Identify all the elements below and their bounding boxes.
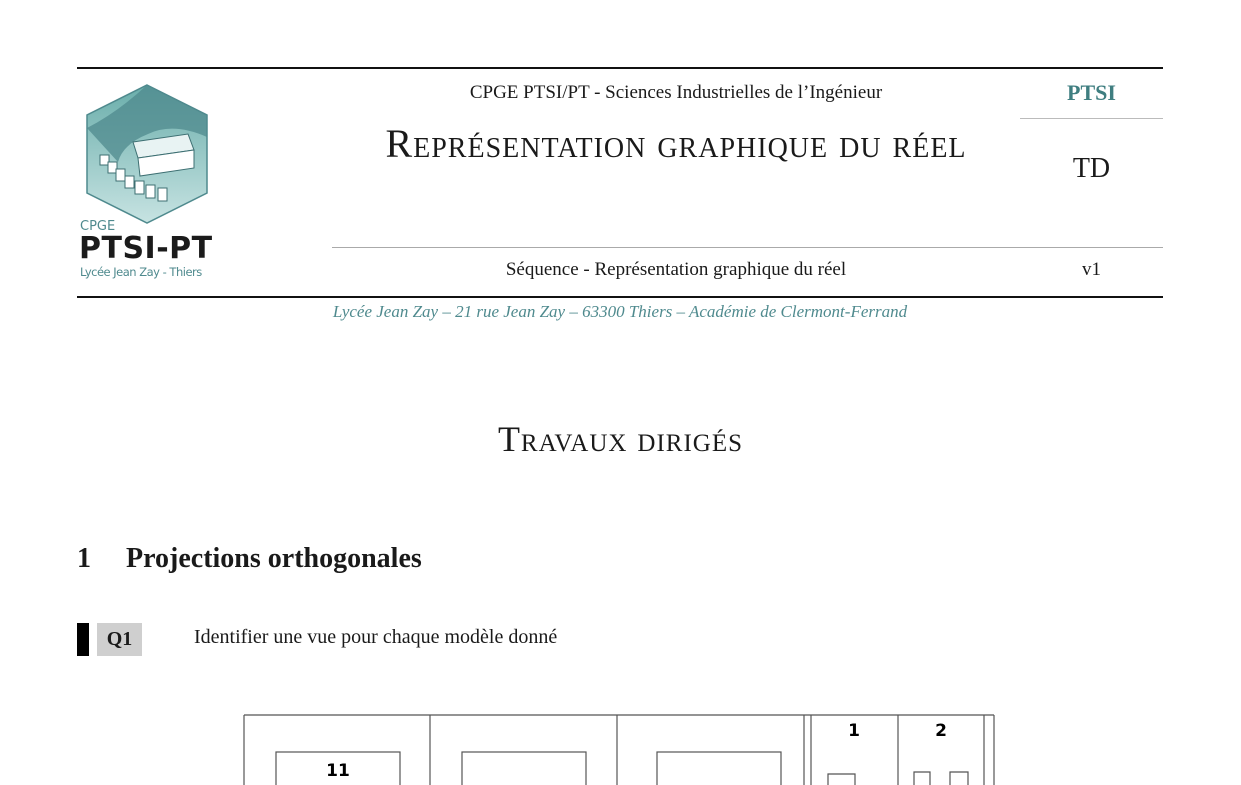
question-marker: [77, 623, 89, 656]
section-number: 1: [77, 543, 91, 574]
section-title: Projections orthogonales: [126, 543, 422, 574]
logo-school-text: Lycée Jean Zay - Thiers: [80, 265, 202, 279]
document-title: Travaux dirigés: [497, 419, 744, 459]
figure-label-1: 1: [848, 721, 860, 741]
header-top-rule: [77, 67, 1163, 69]
figure-label-2: 2: [935, 721, 947, 741]
logo-name-text: PTSI-PT: [79, 231, 213, 266]
doc-type-badge: TD: [1072, 153, 1111, 184]
logo-cpge-text: CPGE: [80, 219, 116, 234]
school-address: Lycée Jean Zay – 21 rue Jean Zay – 63300 Thiers – Académie de Clermont-Ferrand: [332, 302, 908, 321]
section-heading: [77, 543, 422, 575]
projection-figure: [238, 714, 998, 785]
header-bottom-rule: [77, 296, 1163, 298]
page-title: Représentation graphique du réel: [385, 121, 967, 166]
header-middle-rule: [332, 247, 1163, 248]
question-text: Identifier une vue pour chaque modèle donné: [194, 626, 558, 648]
version-label: v1: [1082, 259, 1101, 280]
badge-divider: [1020, 118, 1163, 119]
question-tag: Q1: [97, 623, 142, 656]
level-badge: PTSI: [1067, 80, 1116, 105]
figure-label-11: 11: [326, 761, 350, 781]
course-name: CPGE PTSI/PT - Sciences Industrielles de l’Ingénieur: [469, 82, 883, 103]
sequence-name: Séquence - Représentation graphique du réel: [505, 259, 847, 280]
